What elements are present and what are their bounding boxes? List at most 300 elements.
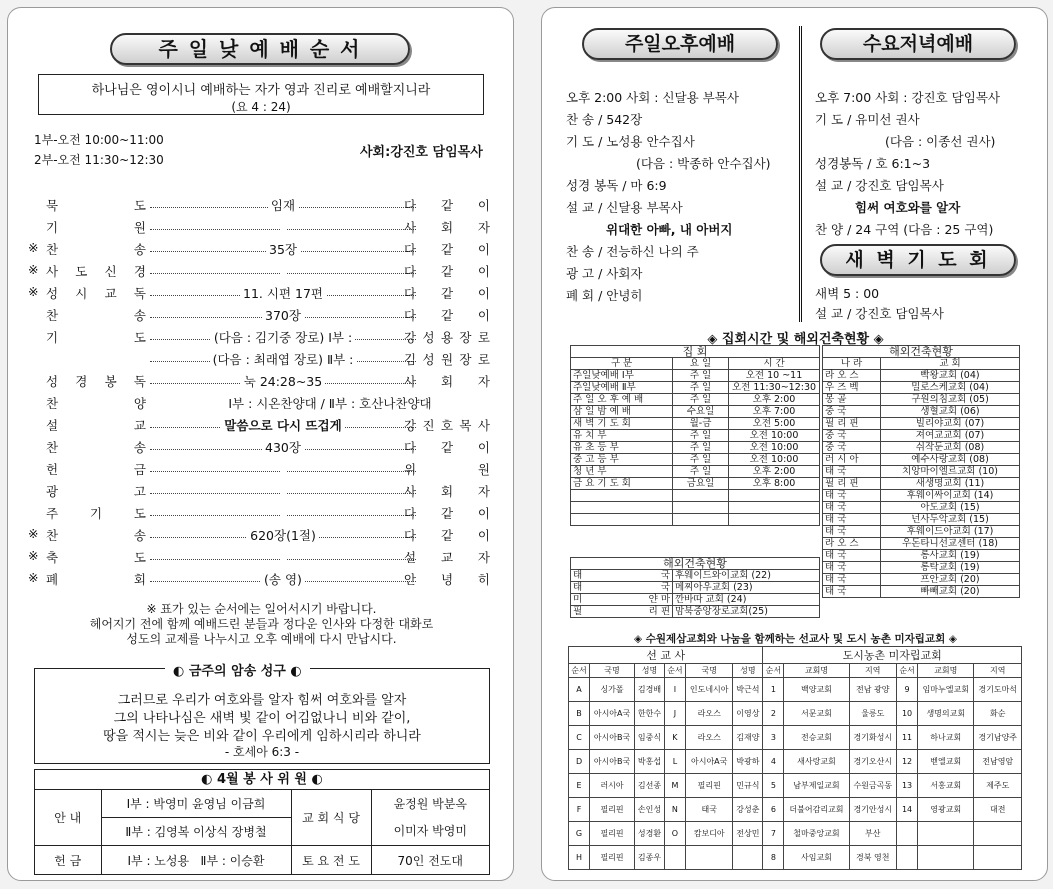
order-who-char: 호 bbox=[440, 418, 454, 433]
order-label-char: 고 bbox=[133, 484, 146, 499]
church-cell: 1 bbox=[763, 678, 784, 702]
order-who-char: 자 bbox=[477, 550, 490, 565]
church-cell: 11 bbox=[897, 726, 918, 750]
church-cell: 9 bbox=[897, 678, 918, 702]
gathering-cell: 주 일 bbox=[673, 442, 729, 454]
order-item bbox=[150, 284, 416, 302]
memory-line-2: 그의 나타나심은 새벽 빛 같이 어김없나니 비와 같이, bbox=[113, 711, 411, 726]
order-who-char: 같 bbox=[440, 198, 454, 213]
pm-line: 광 고 / 사회자 bbox=[566, 266, 643, 281]
order-who-char: 김 bbox=[404, 352, 417, 367]
church-cell: 영광교회 bbox=[918, 798, 974, 822]
order-mark: ※ bbox=[28, 570, 39, 585]
missionary-cell: 러시아 bbox=[590, 774, 635, 798]
order-who bbox=[404, 372, 490, 390]
order-item-text: (송 영) bbox=[261, 572, 305, 587]
missionary-cell: 아시아B국 bbox=[590, 750, 635, 774]
missionary-cell: 박홍섭 bbox=[635, 750, 665, 774]
missionary-cell: 임중식 bbox=[635, 726, 665, 750]
gathering-cell: 금 요 기 도 회 bbox=[571, 478, 673, 490]
church-cell bbox=[897, 846, 918, 870]
order-who-char: 다 bbox=[404, 528, 417, 543]
order-item bbox=[150, 372, 416, 390]
order-item-text: 430장 bbox=[262, 440, 304, 455]
missionary-cell: 김선종 bbox=[635, 774, 665, 798]
church-cell: 6 bbox=[763, 798, 784, 822]
order-label-char: 기 bbox=[46, 220, 59, 235]
missionary-cell: A bbox=[569, 678, 590, 702]
order-label bbox=[46, 196, 146, 214]
sunday-service-title: 주 일 낮 예 배 순 서 bbox=[110, 33, 410, 65]
order-row bbox=[28, 504, 490, 526]
missionary-cell: 필리핀 bbox=[590, 846, 635, 870]
missionary-cell: 김경배 bbox=[635, 678, 665, 702]
overseas-table bbox=[822, 345, 1020, 598]
overseas-church: 밀로스케교회 (04) bbox=[881, 382, 1020, 394]
order-who bbox=[404, 306, 490, 324]
church-cell: 경기화성시 bbox=[849, 726, 897, 750]
order-label-char: 도 bbox=[133, 550, 146, 565]
gathering-cell: 주 일 bbox=[673, 430, 729, 442]
gathering-cell: 오전 10:00 bbox=[729, 430, 820, 442]
church-cell: 화순 bbox=[974, 702, 1022, 726]
overseas-church: 쉬작둔교회 (08) bbox=[881, 442, 1020, 454]
missionary-cell: C bbox=[569, 726, 590, 750]
order-who-char: 같 bbox=[440, 528, 454, 543]
order-row bbox=[28, 548, 490, 570]
order-who-char: 로 bbox=[477, 330, 490, 345]
order-label-char: 주 bbox=[46, 506, 59, 521]
order-label bbox=[46, 394, 146, 412]
mission-table bbox=[568, 646, 1022, 870]
order-row bbox=[28, 526, 490, 548]
order-item-text bbox=[280, 262, 286, 277]
order-who-char: 자 bbox=[477, 220, 490, 235]
order-label bbox=[46, 372, 146, 390]
order-label-char: 설 bbox=[46, 418, 59, 433]
missionary-cell: O bbox=[664, 822, 685, 846]
church-cell: 벧엘교회 bbox=[918, 750, 974, 774]
order-row bbox=[28, 438, 490, 460]
church-cell: 12 bbox=[897, 750, 918, 774]
order-who-char: 같 bbox=[440, 286, 454, 301]
mission-col: 성명 bbox=[635, 664, 665, 678]
order-who-char: 다 bbox=[404, 308, 417, 323]
offering-label: 헌 금 bbox=[35, 845, 101, 875]
memory-line-3: 땅을 적시는 늦은 비와 같이 우리에게 임하시리라 하니라 bbox=[103, 729, 421, 744]
service-table bbox=[35, 790, 489, 875]
order-item-text: 370장 bbox=[262, 308, 304, 323]
overseas-church: 빌리야교회 (07) bbox=[881, 418, 1020, 430]
gathering-cell bbox=[571, 502, 673, 514]
gathering-col-day: 요 일 bbox=[673, 358, 729, 370]
overseas-left-church: 깐바따 교회 (24) bbox=[673, 594, 820, 606]
overseas-church: 생혈교회 (06) bbox=[881, 406, 1020, 418]
overseas-church: 후웨이드아교회 (17) bbox=[881, 526, 1020, 538]
gathering-cell: 주일낮예배 Ⅱ부 bbox=[571, 382, 673, 394]
wed-line: 기 도 / 유미선 권사 bbox=[815, 112, 920, 127]
overseas-church: 프안교회 (20) bbox=[881, 574, 1020, 586]
overseas-country: 필 리 핀 bbox=[823, 418, 881, 430]
order-item bbox=[150, 196, 416, 214]
order-who-char: 설 bbox=[404, 550, 417, 565]
church-cell: 대전 bbox=[974, 798, 1022, 822]
order-who-char: 성 bbox=[422, 352, 435, 367]
overseas-country: 중 국 bbox=[823, 430, 881, 442]
order-row bbox=[28, 570, 490, 592]
order-item-text bbox=[280, 482, 286, 497]
missionary-cell: 박근석 bbox=[733, 678, 763, 702]
gathering-cell: 유 치 부 bbox=[571, 430, 673, 442]
order-row bbox=[28, 482, 490, 504]
overseas-church: 예수사랑교회 (08) bbox=[881, 454, 1020, 466]
order-who bbox=[404, 438, 490, 456]
overseas-left-church: 메찌아우교회 (23) bbox=[673, 582, 820, 594]
order-label-char: 찬 bbox=[46, 528, 59, 543]
overseas-country: 라 오 스 bbox=[823, 538, 881, 550]
left-page bbox=[7, 7, 514, 881]
church-cell: 전승교회 bbox=[784, 726, 849, 750]
order-label-char: 금 bbox=[133, 462, 146, 477]
overseas-left-country-a: 태 bbox=[571, 570, 601, 582]
overseas-left-country-a: 태 bbox=[571, 582, 601, 594]
order-label bbox=[46, 262, 146, 280]
order-who-char: 교 bbox=[440, 550, 454, 565]
cafe-second: 이미자 박영미 bbox=[371, 817, 489, 845]
missionary-cell: D bbox=[569, 750, 590, 774]
missionary-cell: 전상민 bbox=[733, 822, 763, 846]
order-who bbox=[404, 570, 490, 588]
pm-line: 찬 송 / 542장 bbox=[566, 112, 643, 127]
order-label bbox=[46, 328, 146, 346]
order-who bbox=[404, 482, 490, 500]
gathering-table bbox=[570, 345, 820, 526]
missionary-cell: K bbox=[664, 726, 685, 750]
missionary-cell: 김종우 bbox=[635, 846, 665, 870]
overseas-church: 넌사두악교회 (15) bbox=[881, 514, 1020, 526]
overseas-country: 태 국 bbox=[823, 526, 881, 538]
church-cell: 서문교회 bbox=[784, 702, 849, 726]
order-label-char: 찬 bbox=[46, 440, 59, 455]
order-mark: ※ bbox=[28, 526, 39, 541]
overseas-church: 빡왕교회 (04) bbox=[881, 370, 1020, 382]
church-cell: 5 bbox=[763, 774, 784, 798]
missionary-cell: 라오스 bbox=[685, 726, 733, 750]
overseas-church: 빠빼교회 (20) bbox=[881, 586, 1020, 598]
order-who bbox=[404, 196, 490, 214]
missionary-cell: 한한수 bbox=[635, 702, 665, 726]
missionary-cell: 아시아A국 bbox=[685, 750, 733, 774]
wednesday-service-title: 수요저녁예배 bbox=[820, 28, 1016, 60]
guide-first: Ⅰ부 : 박영미 윤영님 이금희 bbox=[101, 790, 291, 817]
missionary-cell: 민규식 bbox=[733, 774, 763, 798]
cafe-label: 교 회 식 당 bbox=[291, 790, 371, 845]
order-who-char: 다 bbox=[404, 440, 417, 455]
presider: 사회:강진호 담임목사 bbox=[360, 145, 483, 160]
order-row bbox=[28, 328, 490, 350]
order-who-char: 안 bbox=[404, 572, 417, 587]
order-label-char: 헌 bbox=[46, 462, 59, 477]
missionary-cell: 필리핀 bbox=[685, 774, 733, 798]
order-label-char: 도 bbox=[133, 506, 146, 521]
verse-ref: (요 4 : 24) bbox=[231, 100, 291, 114]
order-who-char: 이 bbox=[477, 264, 490, 279]
order-label bbox=[46, 548, 146, 566]
order-who-char: 강 bbox=[404, 330, 417, 345]
gathering-cell: 주 일 bbox=[673, 454, 729, 466]
overseas-country: 태 국 bbox=[823, 574, 881, 586]
order-item bbox=[150, 570, 416, 588]
missionary-cell: 박광하 bbox=[733, 750, 763, 774]
overseas-country: 태 국 bbox=[823, 466, 881, 478]
overseas-left-country-b: 얀 마 bbox=[601, 594, 673, 606]
pm-line: 위대한 아빠, 내 아버지 bbox=[606, 222, 733, 237]
gathering-cell bbox=[673, 490, 729, 502]
gathering-cell: 주 일 bbox=[673, 466, 729, 478]
order-who-char: 같 bbox=[440, 308, 454, 323]
church-cell bbox=[918, 846, 974, 870]
order-label bbox=[46, 306, 146, 324]
church-cell: 부산 bbox=[849, 822, 897, 846]
order-label bbox=[46, 460, 146, 478]
order-label-char: 폐 bbox=[46, 572, 59, 587]
mission-col: 교회명 bbox=[918, 664, 974, 678]
church-cell: 전남 광양 bbox=[849, 678, 897, 702]
missionary-cell: 캄보디아 bbox=[685, 822, 733, 846]
verse-text: 하나님은 영이시니 예배하는 자가 영과 진리로 예배할지니라 bbox=[91, 83, 431, 98]
church-cell: 경기오산시 bbox=[849, 750, 897, 774]
order-label-char: 신 bbox=[104, 264, 117, 279]
missionary-cell bbox=[664, 846, 685, 870]
order-who bbox=[404, 350, 490, 368]
missionary-cell: 태국 bbox=[685, 798, 733, 822]
order-label-char: 성 bbox=[46, 286, 59, 301]
church-cell: 2 bbox=[763, 702, 784, 726]
order-who-char: 강 bbox=[404, 418, 417, 433]
order-who-char: 장 bbox=[459, 352, 472, 367]
order-label-char: 시 bbox=[75, 286, 88, 301]
order-mark: ※ bbox=[28, 240, 39, 255]
evangelism-label: 토 요 전 도 bbox=[291, 845, 371, 875]
order-who-char: 자 bbox=[477, 374, 490, 389]
mission-col: 국명 bbox=[590, 664, 635, 678]
order-row bbox=[28, 394, 490, 416]
order-label-char: 기 bbox=[89, 506, 103, 521]
gathering-head: 집 회 bbox=[571, 346, 820, 358]
note-greet: 헤어지기 전에 함께 예배드린 분들과 정다운 인사와 다정한 대화로 bbox=[89, 617, 434, 631]
dawn-prayer-title: 새 벽 기 도 회 bbox=[820, 244, 1016, 276]
order-mark: ※ bbox=[28, 262, 39, 277]
overseas-church: 치앙마이엘르교회 (10) bbox=[881, 466, 1020, 478]
gathering-cell bbox=[729, 514, 820, 526]
church-cell: 10 bbox=[897, 702, 918, 726]
gathering-cell: 오전 11:30~12:30 bbox=[729, 382, 820, 394]
order-who-char: 같 bbox=[440, 264, 454, 279]
order-who-char: 원 bbox=[440, 352, 454, 367]
order-label-char: 찬 bbox=[46, 308, 59, 323]
church-cell: 전남영암 bbox=[974, 750, 1022, 774]
mission-col: 순서 bbox=[897, 664, 918, 678]
order-item-text: (다음 : 최래엽 장로) Ⅱ부 : bbox=[210, 352, 357, 367]
order-item bbox=[150, 438, 416, 456]
overseas-country: 몽 골 bbox=[823, 394, 881, 406]
church-cell: 4 bbox=[763, 750, 784, 774]
missionary-cell: J bbox=[664, 702, 685, 726]
church-cell: 울릉도 bbox=[849, 702, 897, 726]
church-cell: 제주도 bbox=[974, 774, 1022, 798]
gathering-cell: 오후 7:00 bbox=[729, 406, 820, 418]
gathering-cell bbox=[673, 514, 729, 526]
overseas-church: 져여교교회 (07) bbox=[881, 430, 1020, 442]
order-row bbox=[28, 262, 490, 284]
gathering-cell: 오전 10 ~11 bbox=[729, 370, 820, 382]
overseas-country: 우 즈 벡 bbox=[823, 382, 881, 394]
order-label-char: 기 bbox=[46, 330, 59, 345]
guide-second: Ⅱ부 : 김영복 이상식 장병철 bbox=[101, 817, 291, 845]
missionary-cell: 필리핀 bbox=[590, 822, 635, 846]
mission-title: ◈ 수원제삼교회와 나눔을 함께하는 선교사 및 도시 농촌 미자립교회 ◈ bbox=[634, 633, 957, 645]
church-cell: 철마중앙교회 bbox=[784, 822, 849, 846]
order-who bbox=[404, 504, 490, 522]
order-label-char: 교 bbox=[133, 418, 146, 433]
gathering-cell: 오전 10:00 bbox=[729, 454, 820, 466]
order-who bbox=[404, 460, 490, 478]
order-who-char: 회 bbox=[440, 220, 454, 235]
order-who-char: 진 bbox=[422, 418, 435, 433]
order-item-text: 11. 시편 17편 bbox=[240, 286, 326, 301]
overseas-col-church: 교 회 bbox=[881, 358, 1020, 370]
church-cell: 7 bbox=[763, 822, 784, 846]
gathering-cell bbox=[571, 514, 673, 526]
order-label bbox=[46, 438, 146, 456]
gathering-cell: 월-금 bbox=[673, 418, 729, 430]
overseas-church: 우돈타니선교센터 (18) bbox=[881, 538, 1020, 550]
order-item bbox=[150, 526, 416, 544]
missionary-cell: 손인성 bbox=[635, 798, 665, 822]
wed-line: 찬 양 / 24 구역 (다음 : 25 구역) bbox=[815, 222, 994, 237]
wed-line: 설 교 / 강진호 담임목사 bbox=[815, 178, 944, 193]
order-item-text: 620장(1절) bbox=[247, 528, 319, 543]
service-committee bbox=[34, 769, 490, 875]
gathering-cell: 주 일 bbox=[673, 382, 729, 394]
order-who-char: 사 bbox=[404, 374, 417, 389]
overseas-left-table bbox=[570, 557, 820, 618]
missionary-cell: F bbox=[569, 798, 590, 822]
missionary-cell: B bbox=[569, 702, 590, 726]
overseas-left-country-b: 리 핀 bbox=[601, 606, 673, 618]
order-item bbox=[150, 218, 416, 233]
order-item-text: 35장 bbox=[266, 242, 300, 257]
pm-line: 설 교 / 신달용 부목사 bbox=[566, 200, 683, 215]
order-who bbox=[404, 284, 490, 302]
missionary-cell: 필리핀 bbox=[590, 798, 635, 822]
note-fellowship: 성도의 교제를 나누시고 오후 예배에 다시 만납시다. bbox=[126, 632, 397, 646]
order-who bbox=[404, 240, 490, 258]
wed-line: 성경봉독 / 호 6:1~3 bbox=[815, 156, 931, 171]
missionary-cell bbox=[685, 846, 733, 870]
gathering-title: ◈ 집회시간 및 해외건축현황 ◈ bbox=[707, 332, 884, 347]
order-row bbox=[28, 196, 490, 218]
memory-line-1: 그러므로 우리가 여호와를 알자 힘써 여호와를 알자 bbox=[117, 693, 407, 708]
mission-col: 순서 bbox=[763, 664, 784, 678]
missionary-cell: I bbox=[664, 678, 685, 702]
order-row bbox=[28, 284, 490, 306]
memory-verse-box bbox=[34, 664, 490, 764]
gathering-cell: 주 일 bbox=[673, 394, 729, 406]
order-mark: ※ bbox=[28, 284, 39, 299]
missionary-cell: L bbox=[664, 750, 685, 774]
order-label-char: 양 bbox=[133, 396, 146, 411]
order-who-char: 사 bbox=[404, 484, 417, 499]
gathering-cell: 새 벽 기 도 회 bbox=[571, 418, 673, 430]
order-who-char: 다 bbox=[404, 506, 417, 521]
missionary-cell: E bbox=[569, 774, 590, 798]
order-item-text: 말씀으로 다시 뜨겁게 bbox=[221, 418, 344, 433]
order-label-char: 회 bbox=[133, 572, 146, 587]
order-who-char: 이 bbox=[477, 286, 490, 301]
gathering-cell: 오전 5:00 bbox=[729, 418, 820, 430]
gathering-cell: 오전 10:00 bbox=[729, 442, 820, 454]
order-who-char: 같 bbox=[440, 440, 454, 455]
order-label-char: 송 bbox=[133, 308, 146, 323]
order-who-char: 이 bbox=[477, 198, 490, 213]
time-first: 1부-오전 10:00~11:00 bbox=[34, 133, 164, 147]
order-item-text: 눅 24:28~35 bbox=[241, 374, 325, 389]
order-row bbox=[28, 416, 490, 438]
mission-col: 순서 bbox=[664, 664, 685, 678]
missionary-cell: G bbox=[569, 822, 590, 846]
gathering-cell: 주 일 오 후 예 배 bbox=[571, 394, 673, 406]
order-item bbox=[150, 262, 416, 277]
order-label bbox=[46, 284, 146, 302]
order-who-char: 목 bbox=[459, 418, 472, 433]
order-label bbox=[46, 526, 146, 544]
order-label-char: 도 bbox=[133, 198, 146, 213]
order-label-char: 성 bbox=[46, 374, 59, 389]
pm-line: 성경 봉독 / 마 6:9 bbox=[566, 178, 667, 193]
church-cell: 백양교회 bbox=[784, 678, 849, 702]
wed-line: 힘써 여호와를 알자 bbox=[855, 200, 961, 215]
church-cell: 새사랑교회 bbox=[784, 750, 849, 774]
order-who-char: 이 bbox=[477, 308, 490, 323]
order-label-char: 광 bbox=[46, 484, 59, 499]
order-label bbox=[46, 570, 146, 588]
missionary-head: 선 교 사 bbox=[569, 647, 763, 664]
order-label-char: 원 bbox=[133, 220, 146, 235]
church-cell bbox=[918, 822, 974, 846]
order-who bbox=[404, 328, 490, 346]
overseas-church: 구원의침교회 (05) bbox=[881, 394, 1020, 406]
order-item bbox=[150, 306, 416, 324]
mission-col: 성명 bbox=[733, 664, 763, 678]
order-who-char: 사 bbox=[404, 220, 417, 235]
order-label-char: 축 bbox=[46, 550, 59, 565]
pm-line: 기 도 / 노성용 안수집사 bbox=[566, 134, 695, 149]
order-item bbox=[150, 350, 416, 368]
order-row bbox=[28, 350, 490, 372]
gathering-cell bbox=[729, 502, 820, 514]
gathering-cell: 삼 일 밤 예 배 bbox=[571, 406, 673, 418]
order-who bbox=[404, 416, 490, 434]
church-cell bbox=[974, 822, 1022, 846]
order-item bbox=[150, 482, 416, 497]
church-cell bbox=[974, 846, 1022, 870]
church-cell: 수원금곡동 bbox=[849, 774, 897, 798]
missionary-cell: 강성춘 bbox=[733, 798, 763, 822]
order-label-char: 도 bbox=[75, 264, 88, 279]
order-who-char: 위 bbox=[404, 462, 417, 477]
order-item-text: (다음 : 김기중 장로) Ⅰ부 : bbox=[211, 330, 355, 345]
